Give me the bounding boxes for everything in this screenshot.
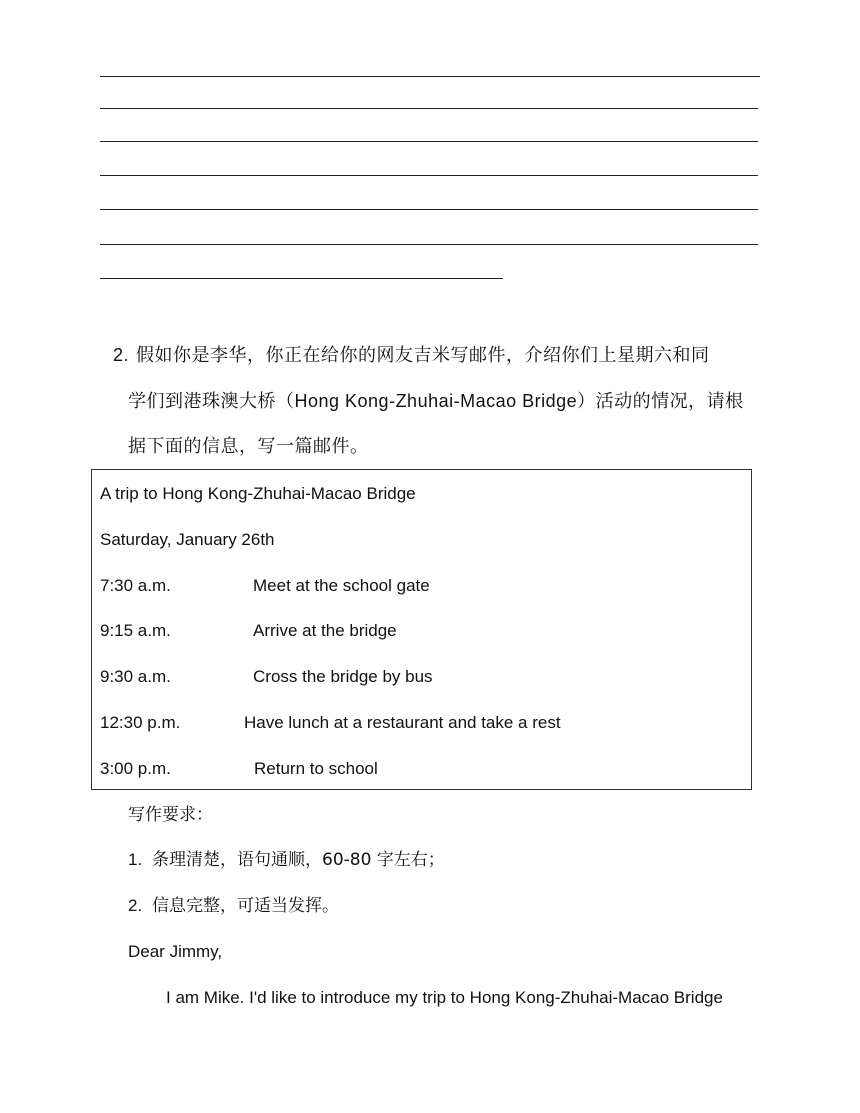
requirements-heading: 写作要求： [128, 805, 213, 825]
info-box-date: Saturday, January 26th [100, 530, 275, 549]
answer-line[interactable] [100, 76, 760, 77]
answer-line[interactable] [100, 175, 758, 176]
answer-line[interactable] [100, 278, 503, 279]
question-line-3: 据下面的信息，写一篇邮件。 [128, 436, 369, 456]
letter-opening: I am Mike. I'd like to introduce my trip to Hong Kong-Zhuhai-Macao Bridge [166, 988, 723, 1007]
letter-greeting: Dear Jimmy, [128, 942, 223, 961]
schedule-time: 9:15 a.m. [100, 621, 171, 640]
schedule-time: 9:30 a.m. [100, 667, 171, 686]
requirement-text: 信息完整，可适当发挥。 [152, 896, 339, 916]
schedule-activity: Meet at the school gate [253, 576, 430, 595]
schedule-activity: Have lunch at a restaurant and take a rest [244, 713, 561, 732]
info-box [91, 469, 752, 790]
answer-line[interactable] [100, 244, 758, 245]
answer-line[interactable] [100, 141, 758, 142]
schedule-activity: Cross the bridge by bus [253, 667, 433, 686]
schedule-time: 7:30 a.m. [100, 576, 171, 595]
schedule-activity: Return to school [254, 759, 378, 778]
requirement-text: 条理清楚，语句通顺，60-80 字左右； [152, 850, 445, 870]
answer-line[interactable] [100, 209, 758, 210]
question-number: 2. [113, 345, 130, 365]
question-line-1: 假如你是李华，你正在给你的网友吉米写邮件，介绍你们上星期六和同 [136, 345, 710, 365]
schedule-time: 12:30 p.m. [100, 713, 181, 732]
schedule-time: 3:00 p.m. [100, 759, 171, 778]
requirement-number: 1. [128, 850, 143, 869]
question-line-2: 学们到港珠澳大桥（Hong Kong-Zhuhai-Macao Bridge）活动的情况，请根 [128, 391, 744, 411]
answer-line[interactable] [100, 108, 758, 109]
info-box-title: A trip to Hong Kong-Zhuhai-Macao Bridge [100, 484, 416, 503]
requirement-number: 2. [128, 896, 143, 915]
schedule-activity: Arrive at the bridge [253, 621, 397, 640]
